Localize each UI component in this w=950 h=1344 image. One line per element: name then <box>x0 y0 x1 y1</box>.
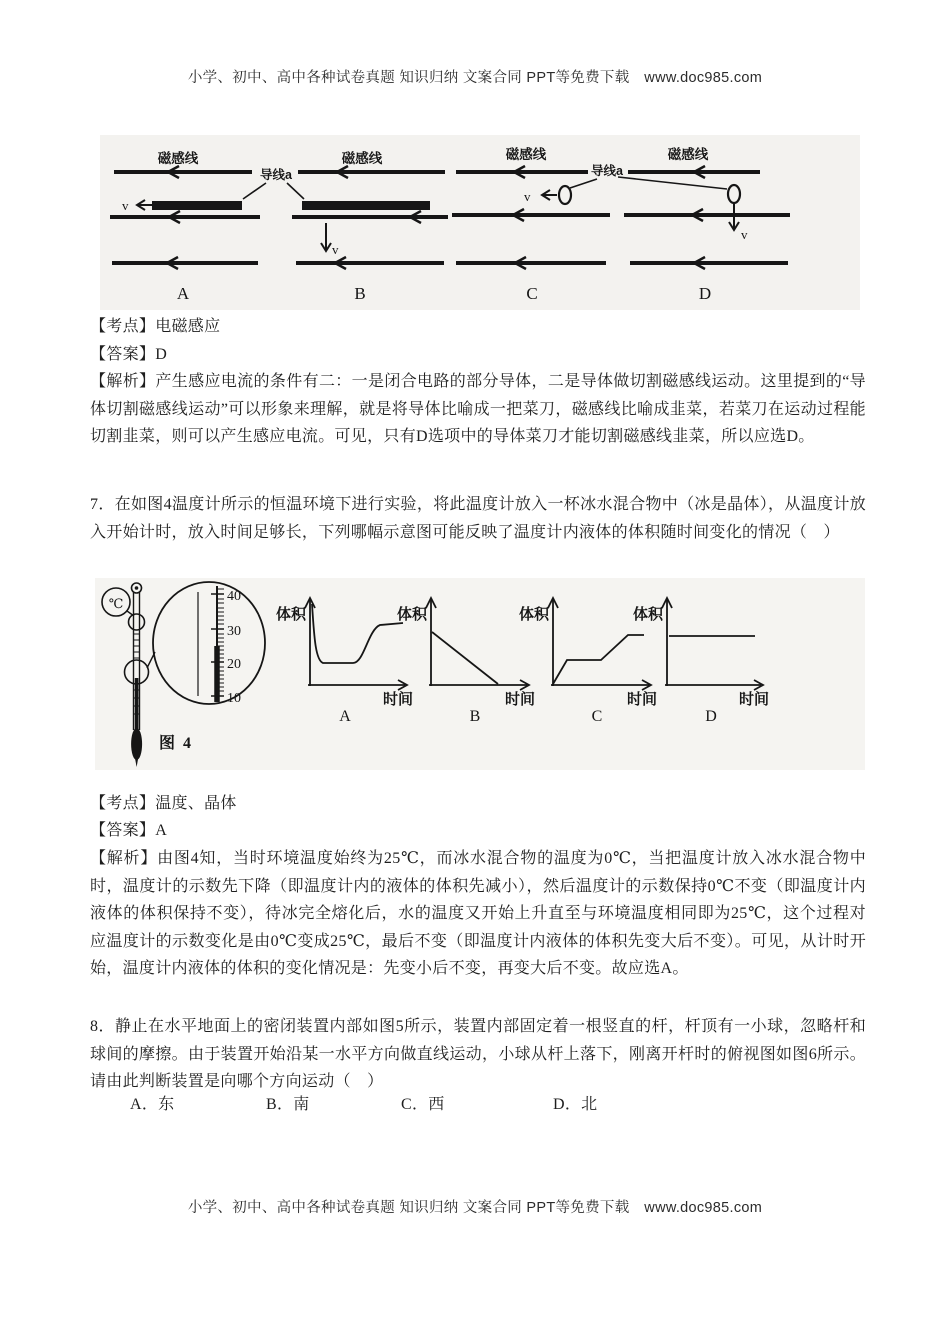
option-letter: D <box>698 284 712 303</box>
celsius-label: ℃ <box>108 596 124 611</box>
option-letter: A <box>176 284 190 303</box>
field-lines-label: 磁感线 <box>505 147 547 162</box>
field-lines <box>292 172 448 263</box>
option-letter: B <box>354 284 366 303</box>
wire-pointer-lines <box>243 183 304 199</box>
panel-C <box>452 146 610 303</box>
tube-top-dot <box>135 586 139 590</box>
y-axis-label: 体积 <box>632 606 663 623</box>
tube-ticks <box>134 634 140 658</box>
velocity-arrow-left <box>524 189 557 204</box>
graph-A <box>276 598 413 725</box>
axis-arrows <box>426 598 529 690</box>
x-axis-label: 时间 <box>504 691 535 708</box>
curve <box>432 632 498 684</box>
field-line-arrows <box>513 166 526 269</box>
axis-arrows <box>662 598 763 690</box>
figure-magnetic-induction <box>100 135 860 310</box>
x-axis-label: 时间 <box>626 691 657 708</box>
wire-a-label: 导线a <box>260 168 292 182</box>
x-axis-label: 时间 <box>738 691 769 708</box>
velocity-label: v <box>122 198 129 213</box>
field-lines-label: 磁感线 <box>667 147 709 162</box>
page-footer: 小学、初中、高中各种试卷真题 知识归纳 文案合同 PPT等免费下载 www.doc985.com <box>187 1200 763 1216</box>
wire-label-ab <box>243 167 304 199</box>
q6-answer: 【答案】D <box>90 346 168 363</box>
scale-30: 30 <box>227 624 241 639</box>
q6-analysis: 【解析】产生感应电流的条件有二：一是闭合电路的部分导体，二是导体做切割磁感线运动。这里提到的“导体切割磁感线运动”可以形象来理解，就是将导体比喻成一把菜刀，磁感线比喻成韭菜，若菜刀在运动过程能切割韭菜，则可以产生感应电流。可见，只有D选项中的导体菜刀才能切割磁感线韭菜，所以应选D。 <box>90 373 866 445</box>
q8-option-a: A．东 <box>130 1096 175 1113</box>
q7-kaodian: 【考点】温度、晶体 <box>90 795 237 812</box>
q7-analysis: 【解析】由图4知，当时环境温度始终为25℃，而冰水混合物的温度为0℃，当把温度计放入冰水混合物中时，温度计的示数先下降（即温度计内的液体的体积先减小），然后温度计的示数保持0℃不变（即温度计内液体的体积保持不变），待冰完全熔化后，水的温度又开始上升直至与环境温度相同即为25℃，这个过程对应温度计的示数变化是由0℃变成25℃，最后不变（即温度计内液体的体积先变大后不变）。可见，从计时开始，温度计内液体的体积的变化情况是：先变小后不变，再变大后不变。故应选A。 <box>90 850 866 977</box>
field-lines <box>452 172 610 263</box>
q8-option-b: B．南 <box>266 1096 310 1113</box>
figure-caption: 图 4 <box>159 735 194 752</box>
page-header: 小学、初中、高中各种试卷真题 知识归纳 文案合同 PPT等免费下载 www.doc985.com <box>187 70 763 86</box>
graph-B <box>397 598 535 725</box>
velocity-label: v <box>332 242 339 257</box>
q8-option-d: D．北 <box>553 1096 598 1113</box>
velocity-arrow-down <box>729 204 748 242</box>
field-lines <box>110 172 260 263</box>
field-lines <box>624 172 790 263</box>
conductor-bar <box>152 201 242 210</box>
velocity-label: v <box>524 189 531 204</box>
y-axis-label: 体积 <box>396 606 427 623</box>
magnetic-induction-svg <box>100 135 860 310</box>
q8-options <box>90 1091 866 1119</box>
field-lines-label: 磁感线 <box>157 151 199 166</box>
panel-B <box>292 150 448 303</box>
wire-a-label: 导线a <box>591 164 623 178</box>
axis-arrows <box>305 598 407 690</box>
scale-10: 10 <box>227 691 241 706</box>
option-letter: B <box>469 708 481 725</box>
q7-question: 7．在如图4温度计所示的恒温环境下进行实验，将此温度计放入一杯冰水混合物中（冰是晶体），从温度计放入开始计时，放入时间足够长，下列哪幅示意图可能反映了温度计内液体的体积随时间变化的情况（ ） <box>90 496 866 541</box>
thermometer <box>102 583 155 767</box>
figure-4-svg <box>95 578 865 770</box>
curve <box>312 604 403 663</box>
x-axis-label: 时间 <box>382 691 413 708</box>
wire-pointer-lines <box>570 177 727 189</box>
q6-kaodian: 【考点】电磁感应 <box>90 318 221 335</box>
upper-ring <box>129 614 145 630</box>
panel-A <box>110 150 260 303</box>
wire-cross-section <box>728 185 740 203</box>
option-letter: D <box>705 708 717 725</box>
scale-20: 20 <box>227 657 241 672</box>
option-letter: C <box>591 708 603 725</box>
magnifier <box>153 582 265 706</box>
option-letter: C <box>526 284 538 303</box>
axes <box>665 600 761 686</box>
option-letter: A <box>339 708 351 725</box>
q7-answer: 【答案】A <box>90 822 168 839</box>
magnifier-circle <box>153 582 265 704</box>
panel-D <box>624 146 790 303</box>
axes <box>429 600 527 686</box>
field-line-arrows <box>692 166 705 269</box>
q8-question: 8．静止在水平地面上的密闭装置内部如图5所示，装置内部固定着一根竖直的杆，杆顶有一小球，忽略杆和球间的摩擦。由于装置开始沿某一水平方向做直线运动，小球从杆上落下，刚离开杆时的俯视图如图6所示。请由此判断装置是向哪个方向运动（ ） <box>90 1018 866 1090</box>
figure-4-thermometer <box>95 578 865 770</box>
velocity-arrow-left <box>122 198 152 213</box>
velocity-label: v <box>741 227 748 242</box>
wire-cross-section <box>559 186 571 204</box>
axes <box>308 600 405 686</box>
y-axis-label: 体积 <box>275 606 306 623</box>
curve <box>553 635 644 684</box>
conductor-bar <box>302 201 430 210</box>
field-lines-label: 磁感线 <box>341 151 383 166</box>
velocity-arrow-down <box>321 223 339 257</box>
q8-option-c: C．西 <box>401 1096 445 1113</box>
scale-40: 40 <box>227 589 241 604</box>
y-axis-label: 体积 <box>518 606 549 623</box>
